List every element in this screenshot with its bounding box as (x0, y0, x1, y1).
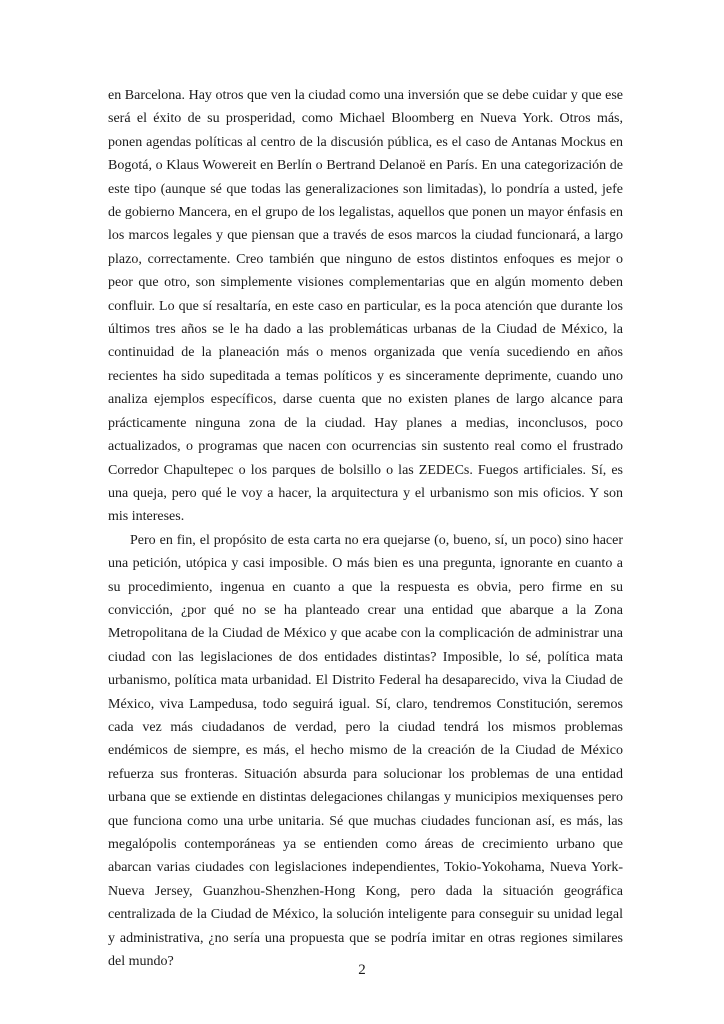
paragraph-1: en Barcelona. Hay otros que ven la ciudad como una inversión que se debe cuidar y que ese será el éxito de su prosperidad, como Michael Bloomberg en Nueva York. Otros más, ponen agendas políticas al centro de la discusión pública, es el caso de Antanas Mockus en Bogotá, o Klaus Wowereit en Berlín o Bertrand Delanoë en París. En una categorización de este tipo (aunque sé que todas las generalizaciones son limitadas), lo pondría a usted, jefe de gobierno Mancera, en el grupo de los legalistas, aquellos que ponen un mayor énfasis en los marcos legales y que piensan que a través de esos marcos la ciudad funcionará, a largo plazo, correctamente. Creo también que ninguno de estos distintos enfoques es mejor o peor que otro, son simplemente visiones complementarias que en algún momento deben confluir. Lo que sí resaltaría, en este caso en particular, es la poca atención que durante los últimos tres años se le ha dado a las problemáticas urbanas de la Ciudad de México, la continuidad de la planeación más o menos organizada que venía sucediendo en años recientes ha sido supeditada a temas políticos y es sinceramente deprimente, cuando uno analiza ejemplos específicos, darse cuenta que no existen planes de largo alcance para prácticamente ninguna zona de la ciudad. Hay planes a medias, inconclusos, poco actualizados, o programas que nacen con ocurrencias sin sustento real como el frustrado Corredor Chapultepec o los parques de bolsillo o las ZEDECs. Fuegos artificiales. Sí, es una queja, pero qué le voy a hacer, la arquitectura y el urbanismo son mis oficios. Y son mis intereses. (108, 88, 623, 525)
paragraph-2: Pero en fin, el propósito de esta carta no era quejarse (o, bueno, sí, un poco) sino hacer una petición, utópica y casi imposible. O más bien es una pregunta, ignorante en cuanto a su procedimiento, ingenua en cuanto a que la respuesta es obvia, pero firme en su convicción, ¿por qué no se ha planteado crear una entidad que abarque a la Zona Metropolitana de la Ciudad de México y que acabe con la complicación de administrar una ciudad con las legislaciones de dos entidades distintas? Imposible, lo sé, política mata urbanismo, política mata urbanidad. El Distrito Federal ha desaparecido, viva la Ciudad de México, viva Lampedusa, todo seguirá igual. Sí, claro, tendremos Constitución, seremos cada vez más ciudadanos de verdad, pero la ciudad tendrá los mismos problemas endémicos de siempre, es más, el hecho mismo de la creación de la Ciudad de México refuerza sus fronteras. Situación absurda para solucionar los problemas de una entidad urbana que se extiende en distintas delegaciones chilangas y municipios mexiquenses pero que funciona como una urbe unitaria. Sé que muchas ciudades funcionan así, es más, las megalópolis contemporáneas ya se entienden como áreas de crecimiento urbano que abarcan varias ciudades con legislaciones independientes, Tokio-Yokohama, Nueva York-Nueva Jersey, Guanzhou-Shenzhen-Hong Kong, pero dada la situación geográfica centralizada de la Ciudad de México, la solución inteligente para conseguir su unidad legal y administrativa, ¿no sería una propuesta que se podría imitar en otras regiones similares del mundo? (108, 532, 623, 970)
body-text (108, 84, 623, 973)
page-number: 2 (358, 962, 366, 978)
